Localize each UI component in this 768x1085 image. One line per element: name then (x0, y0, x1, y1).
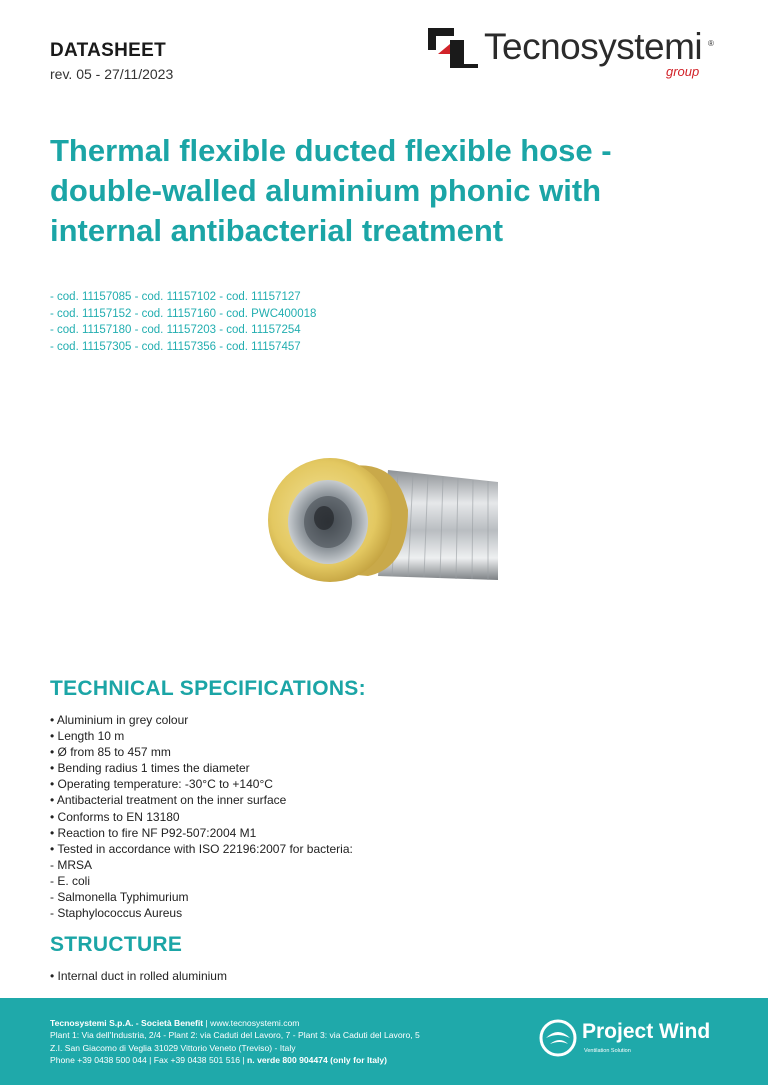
spec-item: • Bending radius 1 times the diameter (50, 761, 250, 776)
code-line: - cod. 11157180 - cod. 11157203 - cod. 11157254 (50, 324, 301, 336)
spec-item: • Ø from 85 to 457 mm (50, 745, 171, 760)
spec-item: • Length 10 m (50, 729, 125, 744)
spec-item: • Aluminium in grey colour (50, 713, 189, 727)
footer-company-name: Tecnosystemi S.p.A. - Società Benefit (50, 1018, 204, 1028)
spec-item: - E. coli (50, 873, 91, 888)
footer (0, 998, 768, 1085)
code-line: - cod. 11157152 - cod. 11157160 - cod. PWC400018 (50, 307, 317, 320)
project-wind-name: Project Wind (582, 1020, 711, 1043)
product-codes (50, 289, 316, 355)
spec-item: • Operating temperature: -30°C to +140°C (50, 777, 273, 792)
spec-item: • Conforms to EN 13180 (50, 809, 180, 824)
title-line: Thermal flexible ducted flexible hose - (50, 133, 612, 168)
spec-item: • Reaction to fire NF P92-507:2004 M1 (50, 825, 257, 840)
logo-group-text: group (666, 64, 700, 79)
spec-item: • Tested in accordance with ISO 22196:2007 for bacteria: (50, 841, 353, 856)
technical-specifications-heading: TECHNICAL SPECIFICATIONS: (50, 677, 366, 700)
spec-item: • Antibacterial treatment on the inner surface (50, 793, 287, 808)
tecnosystemi-mark-icon (428, 28, 478, 68)
page-title (50, 131, 710, 251)
tecnosystemi-logo (428, 26, 728, 82)
logo-wordmark: Tecnosystemi (484, 26, 703, 67)
project-wind-tagline: Ventilation Solution (584, 1048, 631, 1054)
footer-website-link[interactable]: | www.tecnosystemi.com (203, 1018, 300, 1028)
product-image (258, 450, 508, 590)
logo-registered-mark: ® (708, 39, 714, 48)
technical-specifications-list (50, 712, 353, 921)
structure-heading: STRUCTURE (50, 933, 183, 956)
code-line: - cod. 11157305 - cod. 11157356 - cod. 11157457 (50, 340, 301, 353)
spec-item: - MRSA (50, 857, 92, 872)
footer-toll-free: n. verde 800 904474 (only for Italy) (247, 1055, 387, 1066)
project-wind-swirl-icon (538, 1018, 578, 1058)
datasheet-label: DATASHEET (50, 40, 166, 61)
revision-date: rev. 05 - 27/11/2023 (50, 66, 174, 82)
title-line: internal antibacterial treatment (50, 213, 504, 248)
project-wind-logo (538, 1018, 728, 1064)
spec-item: - Staphylococcus Aureus (50, 906, 183, 921)
footer-phone-fax: Phone +39 0438 500 044 | Fax +39 0438 501 516 | (50, 1055, 248, 1066)
footer-address: Z.I. San Giacomo di Veglia 31029 Vittorio Veneto (Treviso) - Italy (50, 1042, 296, 1053)
footer-contact-info (50, 1017, 420, 1067)
spec-item: - Salmonella Typhimurium (50, 890, 189, 905)
title-line: double-walled aluminium phonic with (50, 173, 602, 208)
code-line: - cod. 11157085 - cod. 11157102 - cod. 11157127 (50, 291, 301, 303)
structure-list (50, 968, 227, 984)
structure-item: • Internal duct in rolled aluminium (50, 969, 227, 983)
footer-plants: Plant 1: Via dell'Industria, 2/4 - Plant 2: via Caduti del Lavoro, 7 - Plant 3: via Caduti del Lavoro, 5 (50, 1030, 420, 1041)
